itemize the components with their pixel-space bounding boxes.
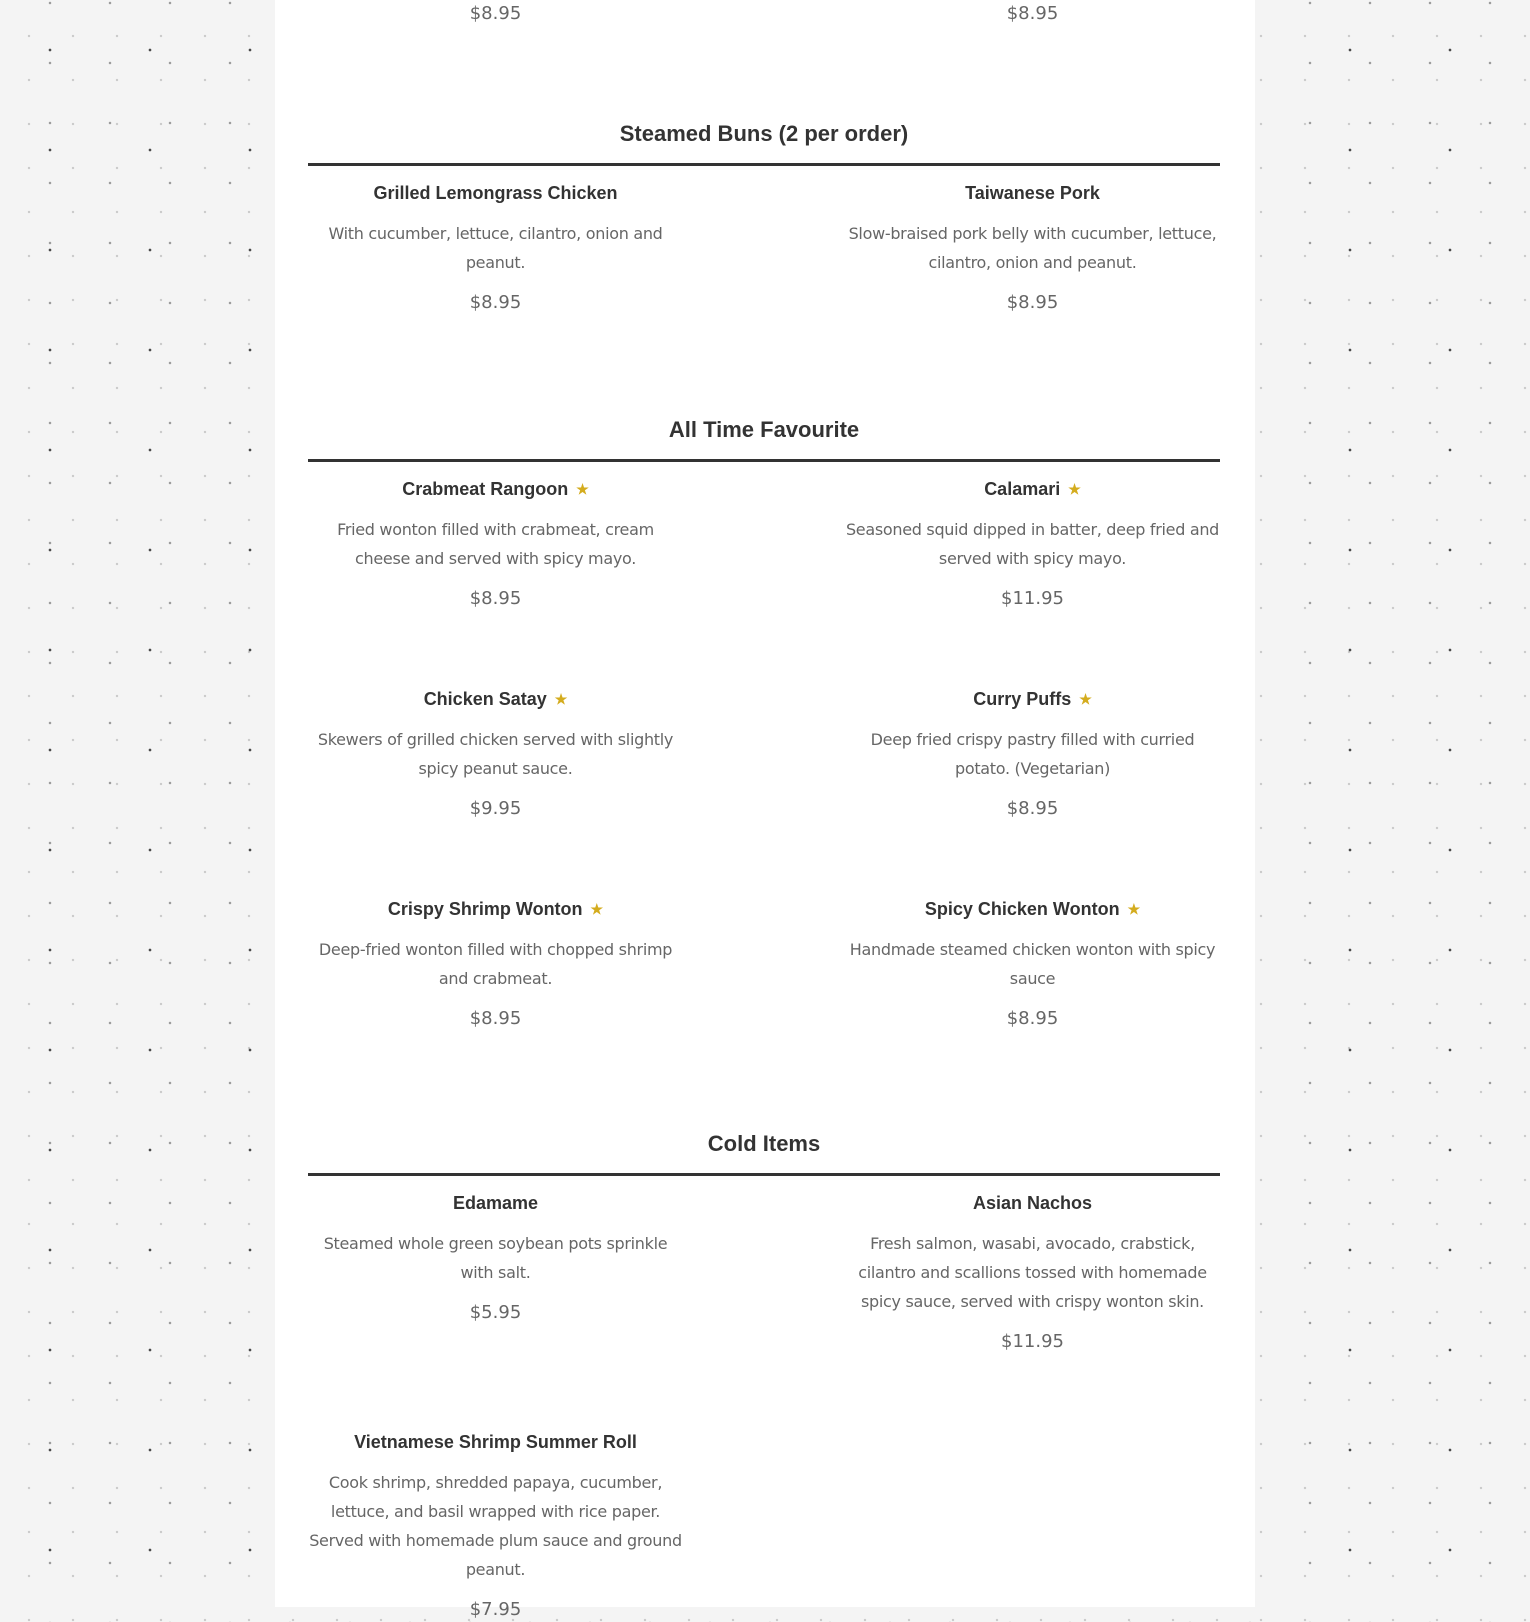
star-icon: ★ bbox=[1079, 691, 1092, 707]
menu-item bbox=[845, 897, 1220, 1031]
star-icon: ★ bbox=[1068, 481, 1081, 497]
item-name: Asian Nachos bbox=[972, 1193, 1093, 1213]
section-title: All Time Favourite bbox=[668, 417, 860, 442]
item-name: Crabmeat Rangoon bbox=[402, 479, 569, 499]
item-price: $5.95 bbox=[469, 1302, 522, 1323]
item-price: $11.95 bbox=[1001, 1331, 1064, 1352]
item-description: Deep-fried wonton filled with chopped shrimp and crabmeat. bbox=[318, 940, 673, 988]
item-price: $8.95 bbox=[1006, 292, 1059, 313]
item-description: Skewers of grilled chicken served with slightly spicy peanut sauce. bbox=[317, 730, 674, 778]
item-description: Handmade steamed chicken wonton with spicy sauce bbox=[849, 940, 1216, 988]
menu-item bbox=[308, 687, 683, 821]
star-icon: ★ bbox=[576, 481, 589, 497]
star-icon: ★ bbox=[590, 901, 604, 917]
menu-item bbox=[308, 477, 683, 611]
menu-item bbox=[845, 477, 1220, 611]
item-price: $11.95 bbox=[1001, 588, 1064, 609]
item-price: $8.95 bbox=[1006, 3, 1059, 24]
section-title: Cold Items bbox=[707, 1131, 821, 1156]
item-name: Crispy Shrimp Wonton bbox=[387, 899, 583, 919]
item-description: Fresh salmon, wasabi, avocado, crabstick, cilantro and scallions tossed with homemade spicy sauce, served with crispy wonton skin. bbox=[858, 1234, 1207, 1311]
item-name: Calamari bbox=[984, 479, 1061, 499]
section-divider bbox=[308, 163, 1220, 166]
item-name-row bbox=[308, 687, 683, 711]
item-name: Spicy Chicken Wonton bbox=[924, 899, 1120, 919]
item-name: Grilled Lemongrass Chicken bbox=[373, 183, 618, 203]
menu-item bbox=[308, 1430, 683, 1622]
item-name-row bbox=[845, 687, 1220, 711]
item-price: $8.95 bbox=[469, 3, 522, 24]
section-title: Steamed Buns (2 per order) bbox=[619, 121, 909, 146]
item-price: $8.95 bbox=[469, 1008, 522, 1029]
menu-section-cold-items bbox=[308, 1129, 1220, 1620]
menu-item bbox=[308, 181, 683, 315]
item-price: $8.95 bbox=[469, 588, 522, 609]
item-description: Fried wonton filled with crabmeat, cream cheese and served with spicy mayo. bbox=[337, 520, 654, 568]
menu-item bbox=[845, 181, 1220, 315]
item-description: Deep fried crispy pastry filled with curried potato. (Vegetarian) bbox=[870, 730, 1195, 778]
item-price: $8.95 bbox=[1006, 1008, 1059, 1029]
menu-section-all-time-favourite bbox=[308, 415, 1220, 1029]
item-description: Slow-braised pork belly with cucumber, lettuce, cilantro, onion and peanut. bbox=[848, 224, 1217, 272]
item-name: Taiwanese Pork bbox=[965, 183, 1100, 203]
item-price: $7.95 bbox=[469, 1599, 522, 1620]
menu-item bbox=[308, 897, 683, 1031]
star-icon: ★ bbox=[1127, 901, 1141, 917]
item-price: $8.95 bbox=[469, 292, 522, 313]
item-price: $8.95 bbox=[1006, 798, 1059, 819]
menu-page bbox=[275, 0, 1255, 1620]
item-price: $9.95 bbox=[469, 798, 522, 819]
item-name-row bbox=[308, 897, 683, 921]
item-description: Seasoned squid dipped in batter, deep fried and served with spicy mayo. bbox=[845, 520, 1220, 568]
menu-section-steamed-buns bbox=[308, 119, 1220, 313]
star-icon: ★ bbox=[554, 691, 568, 707]
item-name: Curry Puffs bbox=[973, 689, 1072, 709]
section-divider bbox=[308, 1173, 1220, 1176]
menu-item bbox=[308, 1191, 683, 1325]
item-description: With cucumber, lettuce, cilantro, onion and peanut. bbox=[328, 224, 663, 272]
item-name: Vietnamese Shrimp Summer Roll bbox=[354, 1432, 637, 1452]
item-name-row bbox=[845, 477, 1220, 501]
item-name-row bbox=[308, 477, 683, 501]
item-description: Steamed whole green soybean pots sprinkle with salt. bbox=[323, 1234, 668, 1282]
section-divider bbox=[308, 459, 1220, 462]
menu-item bbox=[845, 687, 1220, 821]
item-name: Chicken Satay bbox=[423, 689, 547, 709]
item-name-row bbox=[845, 897, 1220, 921]
item-name: Edamame bbox=[452, 1193, 539, 1213]
menu-item bbox=[845, 1191, 1220, 1354]
item-description: Cook shrimp, shredded papaya, cucumber, lettuce, and basil wrapped with rice paper. Served with homemade plum sauce and ground peanut. bbox=[309, 1473, 682, 1579]
